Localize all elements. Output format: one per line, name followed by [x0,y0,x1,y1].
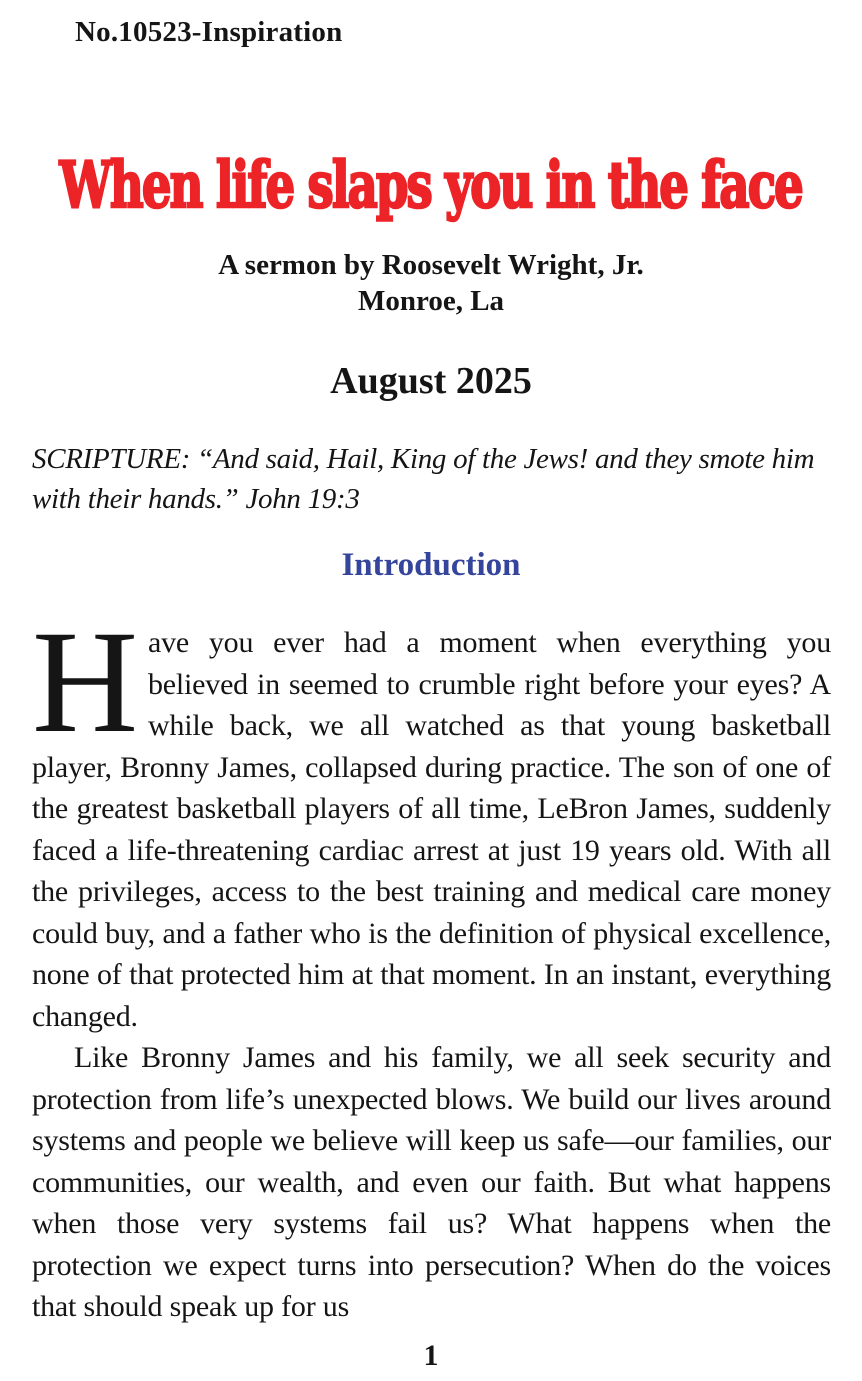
sermon-date: August 2025 [330,360,532,402]
body-paragraph-2: Like Bronny James and his family, we all seek security and protection from life’s unexpected blows. We build our lives around systems and people we believe will keep us safe—our families, our communities, our wealth, and even our faith. But what happens when those very systems fail us? What happens when the protection we expect turns into persecution? When do the voices that should speak up for us [32,1041,831,1323]
page-number: 1 [423,1339,439,1372]
title-wrap [0,147,862,223]
body-paragraph-1: Have you ever had a moment when everything you believed in seemed to crumble right before your eyes? A while back, we all watched as that young basketball player, Bronny James, collapsed during practice. The son of one of the greatest basketball players of all time, LeBron James, suddenly faced a life-threatening cardiac arrest at just 19 years old. With all the privileges, access to the best training and medical care money could buy, and a father who is the definition of physical excellence, none of that protected him at that moment. In an instant, everything changed. [32,600,831,1033]
scripture-quote: SCRIPTURE: “And said, Hail, King of the Jews! and they smote him with their hands.” John 19:3 [32,443,815,515]
section-heading-introduction: Introduction [341,547,521,583]
body-copy [32,600,831,1328]
byline-location: Monroe, La [357,285,505,317]
sermon-title: When life slaps you in the face [59,147,803,223]
byline-author: A sermon by Roosevelt Wright, Jr. [218,249,644,281]
document-number: No.10523-Inspiration [75,16,343,48]
